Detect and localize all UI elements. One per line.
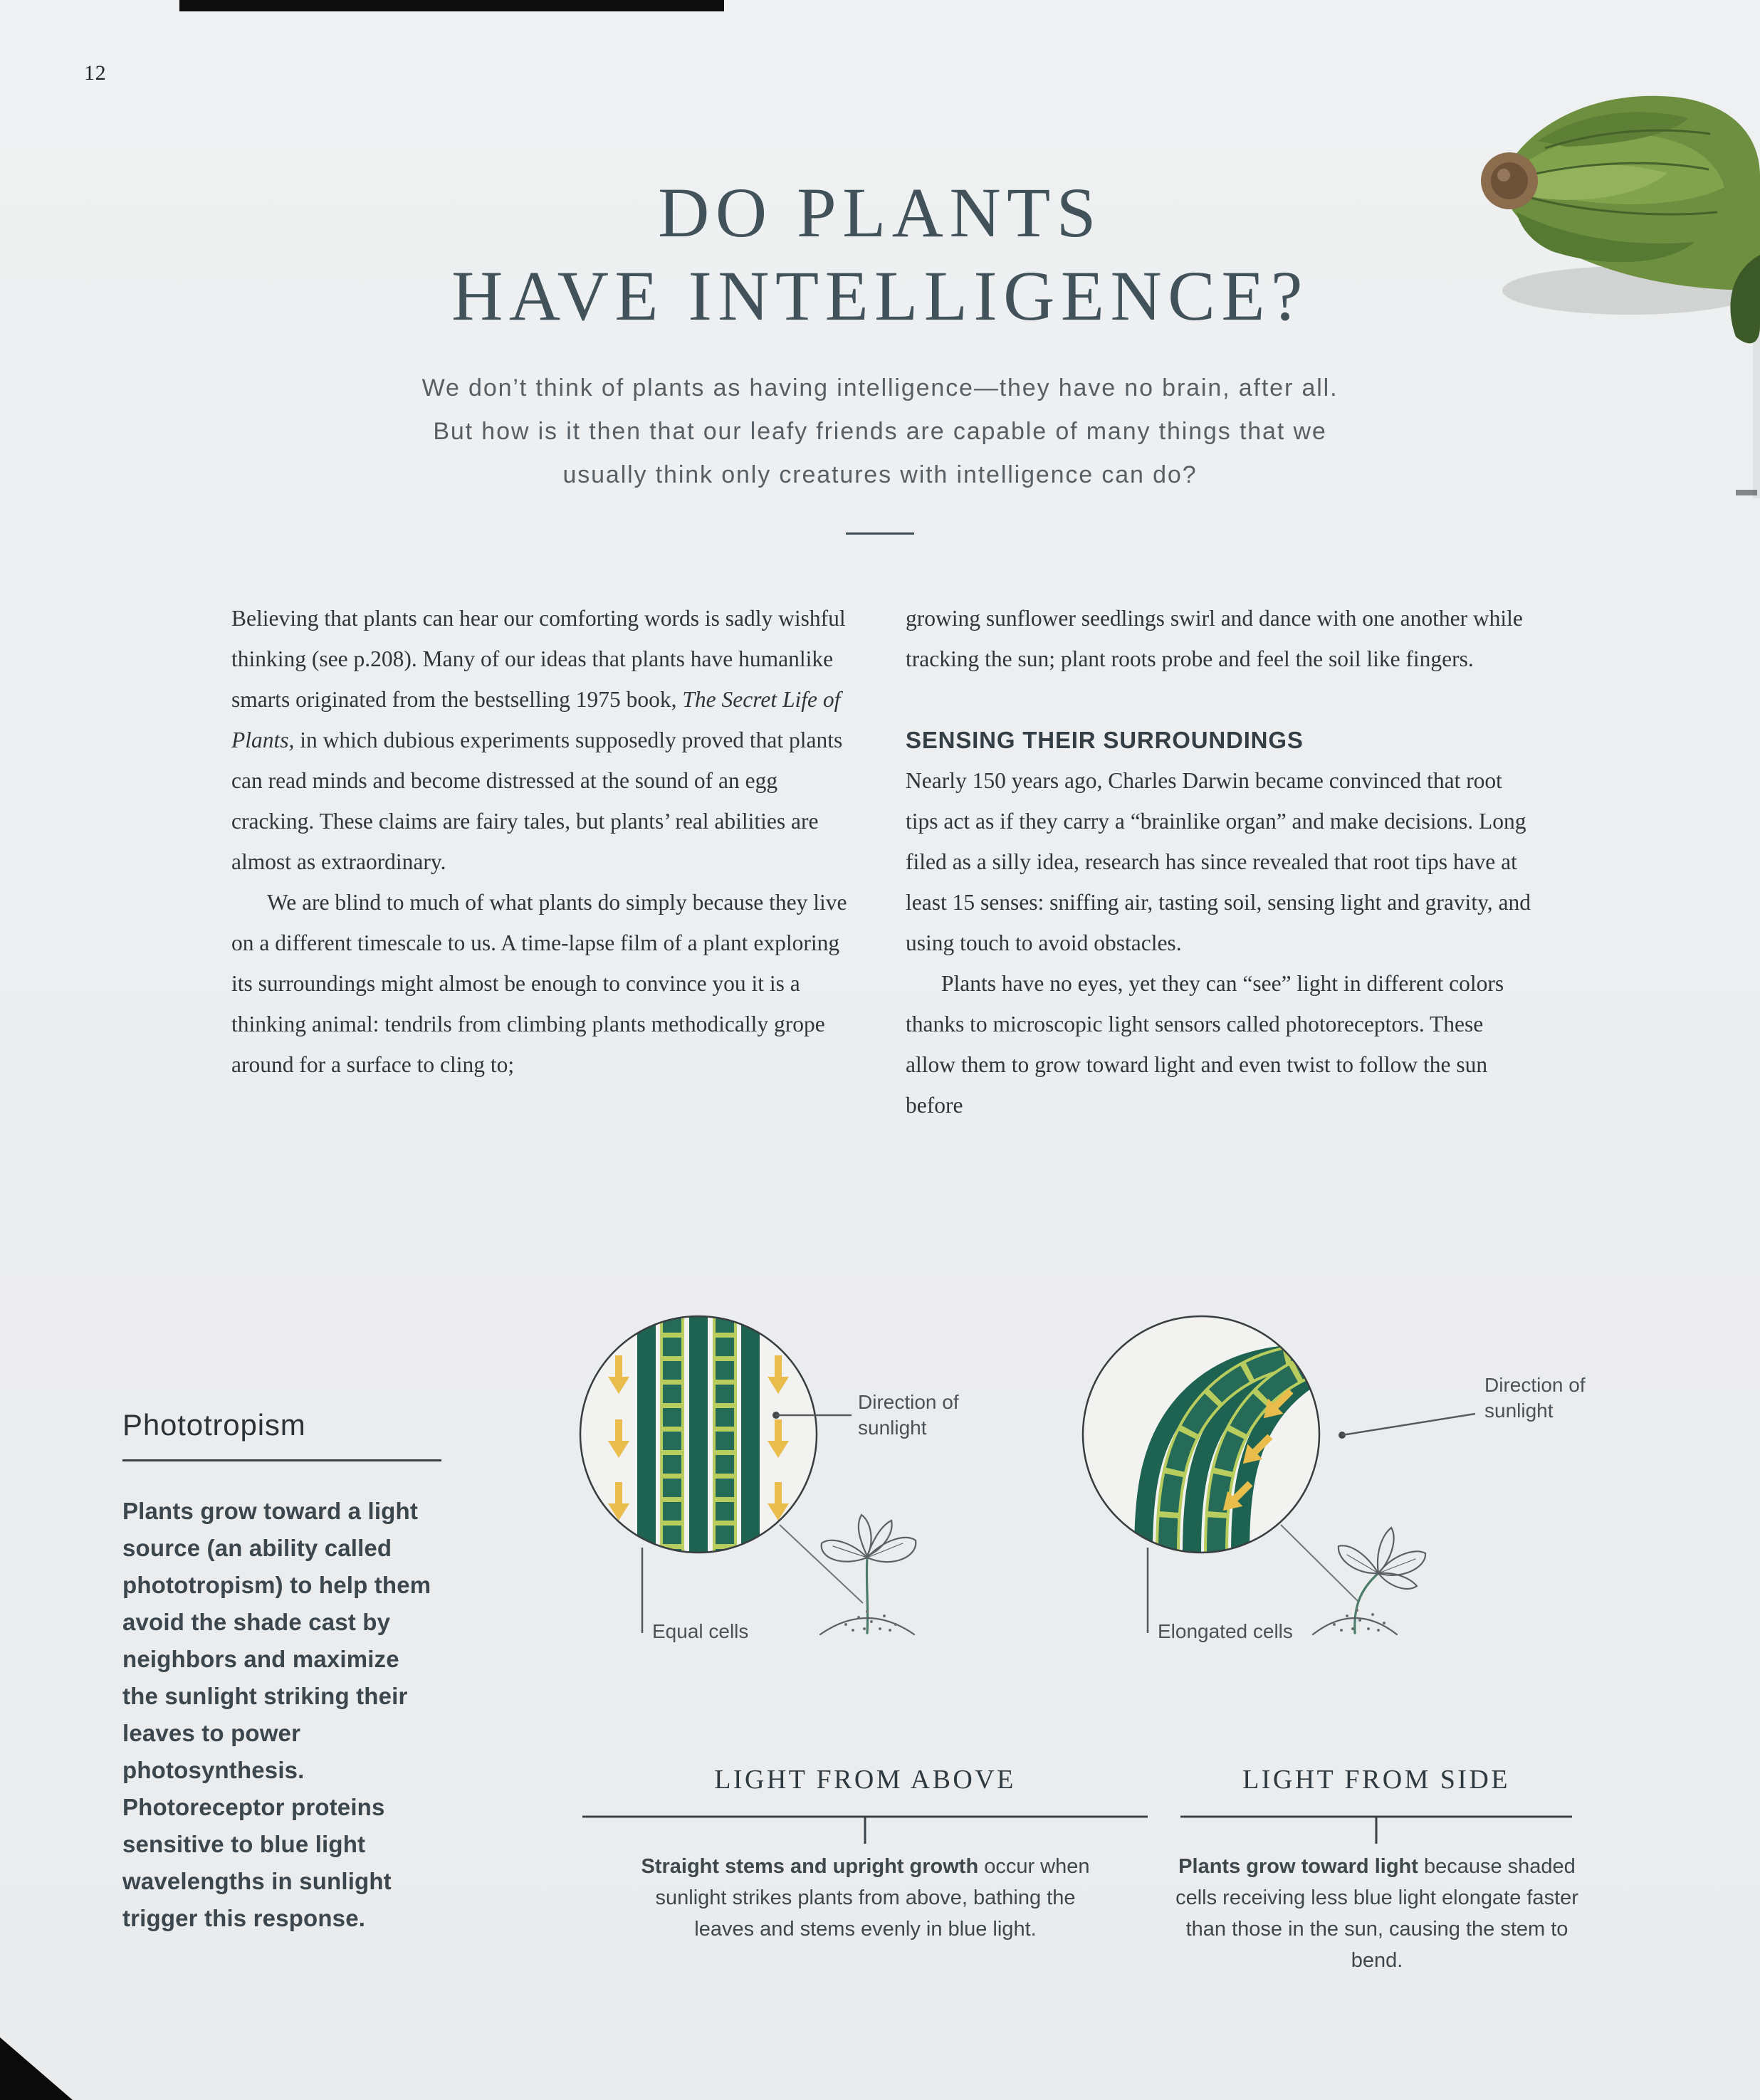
body-paragraph: Plants have no eyes, yet they can “see” light in different colors thanks to microscopic light sensors called photoreceptors. These allow them to grow toward light and even twist to follow the sun before	[906, 971, 1504, 1118]
sidebar-body: Plants grow toward a light source (an ability called phototropism) to help them avoid the shade cast by neighbors and maximize the sunlight striking their leaves to power photosynthesis. Photoreceptor proteins sensitive to blue light wavelengths in sunlight trigger this response.	[122, 1498, 431, 1931]
leader-line	[1339, 1414, 1475, 1439]
intro-divider	[846, 532, 914, 535]
caption-text: because shaded cells receiving less blue light elongate faster than those in the sun, causing the stem to bend.	[1175, 1855, 1578, 1972]
diagram-caption-light-from-side	[1159, 1851, 1595, 1976]
paragraph-text: Believing that plants can hear our comforting words is sadly wishful thinking (see p.208). Many of our ideas that plants have humanlike smarts originated from the bestselling 1975 book,	[231, 606, 846, 712]
page-number: 12	[84, 61, 107, 85]
page-title	[0, 171, 1760, 337]
direction-of-sunlight-label: Direction of sunlight	[1484, 1374, 1586, 1422]
paragraph-text: in which dubious experiments supposedly proved that plants can read minds and become distressed at the sound of an egg cracking. These claims are fairy tales, but plants’ real abilities are almost as extraordinary.	[231, 728, 843, 874]
article-right-column	[906, 598, 1531, 1125]
sidebar-heading: Phototropism	[122, 1408, 306, 1442]
book-title-italic: The Secret Life of Plants,	[231, 687, 841, 752]
body-paragraph	[231, 598, 852, 882]
article-left-column	[231, 598, 852, 1085]
body-paragraph: We are blind to much of what plants do simply because they live on a different timescale to us. A time-lapse film of a plant exploring its surroundings might almost be enough to convince you it is a thinking animal: tendrils from climbing plants methodically grope around for a surface to cling to;	[231, 890, 847, 1077]
body-paragraph: growing sunflower seedlings swirl and dance with one another while tracking the sun; plant roots probe and feel the soil like fingers.	[906, 606, 1523, 671]
caption-bold-text: Plants grow toward light	[1178, 1855, 1418, 1878]
intro-line-2: But how is it then that our leafy friends are capable of many things that we	[433, 418, 1327, 445]
elongated-cells-label: Elongated cells	[1158, 1620, 1293, 1642]
equal-cells-label: Equal cells	[652, 1620, 749, 1642]
direction-of-sunlight-label: Direction of sunlight	[858, 1391, 959, 1439]
diagram-caption-light-from-above	[636, 1851, 1095, 1945]
intro-line-1: We don’t think of plants as having intelligence—they have no brain, after all.	[421, 374, 1339, 401]
diagram-title-light-from-side: LIGHT FROM SIDE	[1242, 1765, 1510, 1795]
body-paragraph: Nearly 150 years ago, Charles Darwin became convinced that root tips act as if they carry a “brainlike organ” and make decisions. Long filed as a silly idea, research has since revealed that root tips have at least 15 senses: sniffing air, tasting soil, sensing light and gravity, and using touch to avoid obstacles.	[906, 768, 1531, 955]
intro-paragraph	[0, 367, 1760, 497]
caption-rule	[582, 1817, 1148, 1844]
caption-rule	[1180, 1817, 1572, 1844]
caption-text: occur when sunlight strikes plants from above, bathing the leaves and stems evenly in blue light.	[655, 1855, 1090, 1941]
seedling-sketch-upright	[820, 1515, 916, 1634]
title-line-1: DO PLANTS	[658, 173, 1102, 252]
leader-line	[772, 1412, 852, 1419]
scan-artifact-top-bar	[179, 0, 724, 11]
caption-bold-text: Straight stems and upright growth	[641, 1855, 979, 1878]
diagram-title-light-from-above: LIGHT FROM ABOVE	[714, 1765, 1016, 1795]
scan-artifact-corner	[0, 2037, 73, 2100]
section-heading: SENSING THEIR SURROUNDINGS	[906, 727, 1304, 753]
intro-line-3: usually think only creatures with intelligence can do?	[562, 461, 1198, 488]
connector-line	[780, 1525, 863, 1603]
title-line-2: HAVE INTELLIGENCE?	[451, 256, 1309, 335]
